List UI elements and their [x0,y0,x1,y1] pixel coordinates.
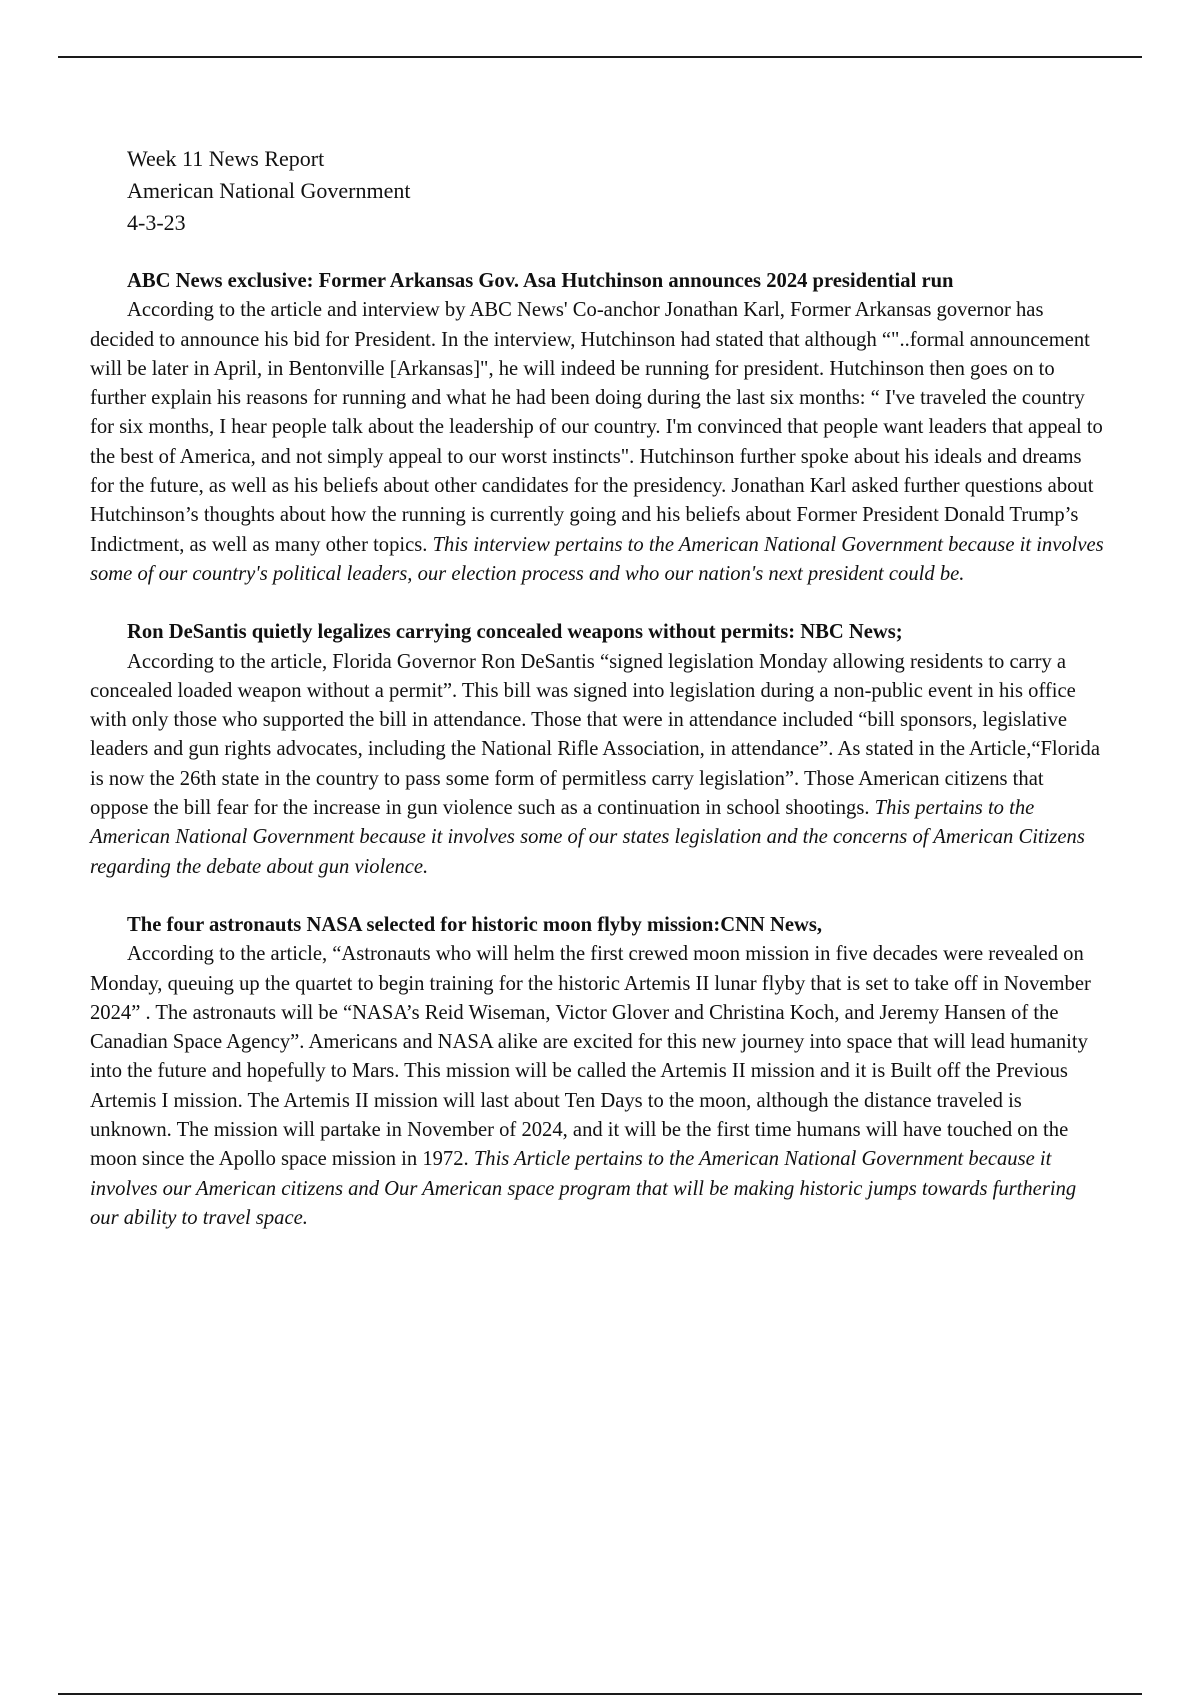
document-body [90,143,1105,1262]
article-summary [90,940,1105,1233]
article-summary [90,296,1105,589]
article-desantis [90,618,1105,882]
article-body-text: According to the article and interview by ABC News' Co-anchor Jonathan Karl, Former Arkansas governor has decided to announce his bid for President. In the interview, Hutchinson had stated that although “"..formal announcement will be later in April, in Bentonville [Arkansas]", he will indeed be running for president. Hutchinson then goes on to further explain his reasons for running and what he had been doing during the last six months: “ I've traveled the country for six months, I hear people talk about the leadership of our country. I'm convinced that people want leaders that appeal to the best of America, and not simply appeal to our worst instincts". Hutchinson further spoke about his ideals and dreams for the future, as well as his beliefs about other candidates for the presidency. Jonathan Karl asked further questions about Hutchinson’s thoughts about how the running is currently going and his beliefs about Former President Donald Trump’s Indictment, as well as many other topics. [90,299,1103,556]
report-title: Week 11 News Report [127,146,325,171]
report-header [90,143,1105,239]
article-summary [90,648,1105,882]
article-headline: ABC News exclusive: Former Arkansas Gov. Asa Hutchinson announces 2024 presidential run [127,270,954,292]
article-body-text: According to the article, “Astronauts who will helm the first crewed moon mission in five decades were revealed on Monday, queuing up the quartet to begin training for the historic Artemis II lunar flyby that is set to take off in November 2024” . The astronauts will be “NASA’s Reid Wiseman, Victor Glover and Christina Koch, and Jeremy Hansen of the Canadian Space Agency”. Americans and NASA alike are excited for this new journey into space that will lead humanity into the future and hopefully to Mars. This mission will be called the Artemis II mission and it is Built off the Previous Artemis I mission. The Artemis II mission will last about Ten Days to the moon, although the distance traveled is unknown. The mission will partake in November of 2024, and it will be the first time humans will have touched on the moon since the Apollo space mission in 1972. [90,943,1091,1171]
article-body-text: According to the article, Florida Governor Ron DeSantis “signed legislation Monday allowing residents to carry a concealed loaded weapon without a permit”. This bill was signed into legislation during a non-public event in his office with only those who supported the bill in attendance. Those that were in attendance included “bill sponsors, legislative leaders and gun rights advocates, including the National Rifle Association, in attendance”. As stated in the Article,“Florida is now the 26th state in the country to pass some form of permitless carry legislation”. Those American citizens that oppose the bill fear for the increase in gun violence such as a continuation in school shootings. [90,650,1100,820]
article-relevance: This pertains to the American National Government because it involves some of our states legislation and the concerns of American Citizens regarding the debate about gun violence. [90,797,1085,878]
page-bottom-rule [58,1693,1142,1695]
report-date: 4-3-23 [127,210,186,235]
article-headline: The four astronauts NASA selected for historic moon flyby mission:CNN News, [127,913,823,936]
article-relevance: This Article pertains to the American National Government because it involves our American citizens and Our American space program that will be making historic jumps towards furthering our ability to travel space. [90,1148,1077,1229]
article-hutchinson [90,267,1105,589]
article-nasa [90,911,1105,1233]
course-name: American National Government [127,178,411,203]
page-top-rule [58,56,1142,58]
article-headline: Ron DeSantis quietly legalizes carrying concealed weapons without permits: NBC News; [127,621,903,644]
article-relevance: This interview pertains to the American National Government because it involves some of our country's political leaders, our election process and who our nation's next president could be. [90,533,1104,585]
